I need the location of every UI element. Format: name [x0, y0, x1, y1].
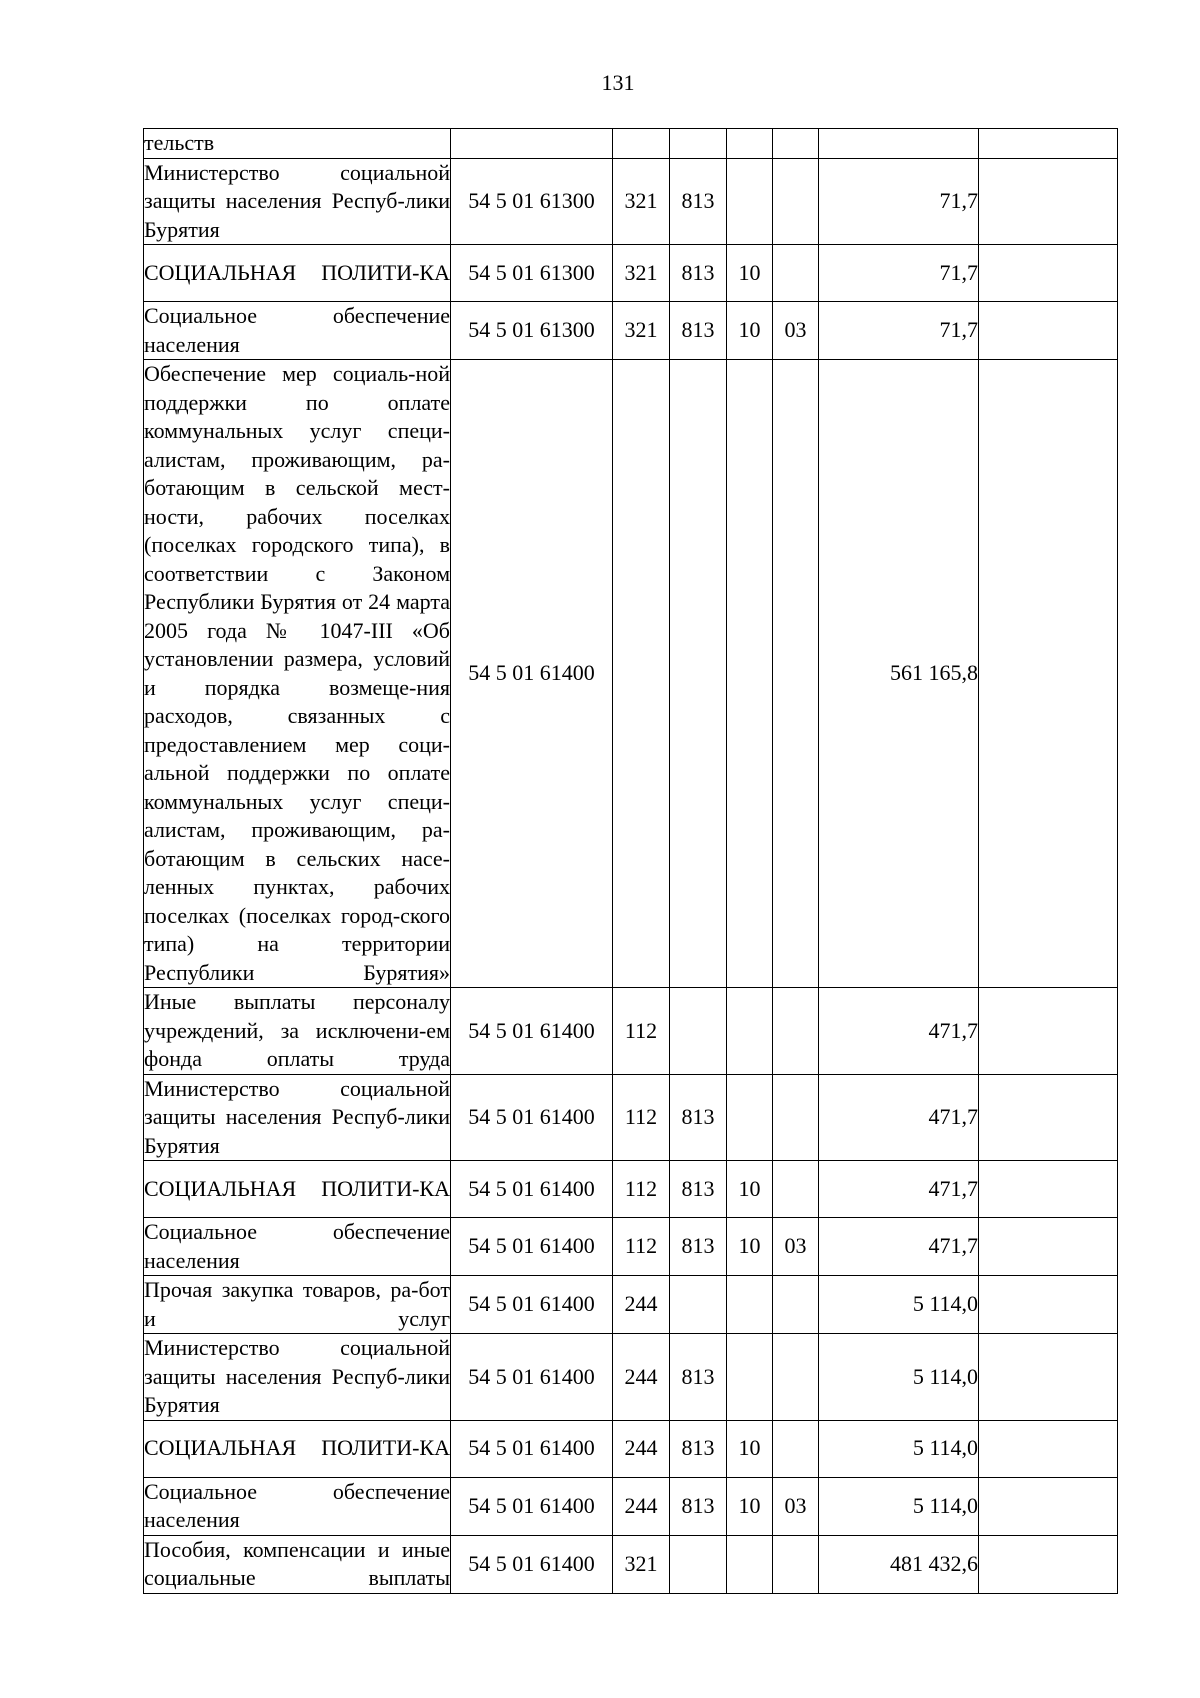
row-administrator-code: 813	[670, 158, 727, 245]
row-subsection	[773, 1074, 819, 1161]
row-administrator-code: 813	[670, 1074, 727, 1161]
row-description: СОЦИАЛЬНАЯ ПОЛИТИ-КА	[144, 1161, 451, 1218]
row-description: Социальное обеспечение населения	[144, 1218, 451, 1276]
budget-table	[143, 128, 1118, 1594]
table-row	[144, 1161, 1118, 1218]
row-expense-type: 321	[613, 158, 670, 245]
row-amount	[819, 129, 979, 159]
row-target-code: 54 5 01 61300	[451, 158, 613, 245]
row-expense-type: 321	[613, 302, 670, 360]
row-amount: 5 114,0	[819, 1477, 979, 1535]
row-description: Министерство социальной защиты населения Респуб-лики Бурятия	[144, 158, 451, 245]
row-amount: 5 114,0	[819, 1276, 979, 1334]
row-target-code: 54 5 01 61400	[451, 1161, 613, 1218]
row-subsection	[773, 158, 819, 245]
row-expense-type: 321	[613, 1535, 670, 1593]
row-subsection	[773, 360, 819, 988]
row-amount: 471,7	[819, 988, 979, 1075]
row-target-code: 54 5 01 61400	[451, 988, 613, 1075]
row-section	[727, 988, 773, 1075]
table-row	[144, 360, 1118, 988]
row-subsection: 03	[773, 302, 819, 360]
row-subsection	[773, 988, 819, 1075]
row-target-code: 54 5 01 61400	[451, 1477, 613, 1535]
table-row	[144, 988, 1118, 1075]
row-extra-cell	[979, 1276, 1118, 1334]
row-subsection: 03	[773, 1218, 819, 1276]
row-amount: 481 432,6	[819, 1535, 979, 1593]
row-section: 10	[727, 1218, 773, 1276]
row-extra-cell	[979, 245, 1118, 302]
row-subsection	[773, 129, 819, 159]
row-extra-cell	[979, 1420, 1118, 1477]
row-extra-cell	[979, 158, 1118, 245]
row-expense-type: 321	[613, 245, 670, 302]
table-row	[144, 302, 1118, 360]
row-extra-cell	[979, 1074, 1118, 1161]
row-subsection	[773, 1276, 819, 1334]
row-expense-type: 244	[613, 1276, 670, 1334]
row-administrator-code: 813	[670, 302, 727, 360]
row-subsection	[773, 1535, 819, 1593]
row-extra-cell	[979, 1535, 1118, 1593]
row-amount: 5 114,0	[819, 1334, 979, 1421]
row-extra-cell	[979, 129, 1118, 159]
row-amount: 5 114,0	[819, 1420, 979, 1477]
row-section	[727, 1276, 773, 1334]
row-amount: 71,7	[819, 158, 979, 245]
row-section: 10	[727, 302, 773, 360]
table-row	[144, 1074, 1118, 1161]
row-administrator-code: 813	[670, 1161, 727, 1218]
row-section: 10	[727, 1161, 773, 1218]
row-subsection	[773, 1334, 819, 1421]
row-administrator-code: 813	[670, 1420, 727, 1477]
row-section	[727, 129, 773, 159]
row-target-code	[451, 129, 613, 159]
row-target-code: 54 5 01 61400	[451, 1334, 613, 1421]
row-extra-cell	[979, 988, 1118, 1075]
table-row	[144, 158, 1118, 245]
row-target-code: 54 5 01 61400	[451, 1276, 613, 1334]
row-extra-cell	[979, 360, 1118, 988]
row-administrator-code	[670, 988, 727, 1075]
row-section: 10	[727, 1477, 773, 1535]
row-section: 10	[727, 245, 773, 302]
page-number: 131	[601, 70, 635, 95]
row-section	[727, 1535, 773, 1593]
table-row	[144, 245, 1118, 302]
table-row	[144, 1420, 1118, 1477]
row-amount: 471,7	[819, 1074, 979, 1161]
row-description: Министерство социальной защиты населения Респуб-лики Бурятия	[144, 1334, 451, 1421]
row-amount: 71,7	[819, 302, 979, 360]
row-expense-type: 112	[613, 1074, 670, 1161]
row-subsection: 03	[773, 1477, 819, 1535]
row-expense-type: 112	[613, 988, 670, 1075]
row-administrator-code: 813	[670, 1334, 727, 1421]
row-description: тельств	[144, 129, 451, 159]
row-extra-cell	[979, 302, 1118, 360]
row-section	[727, 360, 773, 988]
row-extra-cell	[979, 1161, 1118, 1218]
row-amount: 471,7	[819, 1161, 979, 1218]
table-row	[144, 129, 1118, 159]
row-extra-cell	[979, 1334, 1118, 1421]
row-administrator-code: 813	[670, 245, 727, 302]
table-body	[144, 129, 1118, 1594]
row-expense-type: 112	[613, 1218, 670, 1276]
row-expense-type: 244	[613, 1477, 670, 1535]
row-section	[727, 1334, 773, 1421]
row-administrator-code	[670, 1276, 727, 1334]
row-administrator-code	[670, 360, 727, 988]
row-administrator-code	[670, 1535, 727, 1593]
row-target-code: 54 5 01 61400	[451, 1074, 613, 1161]
row-target-code: 54 5 01 61400	[451, 1535, 613, 1593]
row-target-code: 54 5 01 61400	[451, 1420, 613, 1477]
row-administrator-code	[670, 129, 727, 159]
row-target-code: 54 5 01 61400	[451, 1218, 613, 1276]
table-row	[144, 1276, 1118, 1334]
row-description: СОЦИАЛЬНАЯ ПОЛИТИ-КА	[144, 245, 451, 302]
row-target-code: 54 5 01 61400	[451, 360, 613, 988]
row-section	[727, 158, 773, 245]
row-expense-type	[613, 129, 670, 159]
row-expense-type: 244	[613, 1420, 670, 1477]
row-description: СОЦИАЛЬНАЯ ПОЛИТИ-КА	[144, 1420, 451, 1477]
row-description: Обеспечение мер социаль-ной поддержки по оплате коммунальных услуг специ-алистам, проживающим, ра-ботающим в сельской мест-ности, рабочих поселках (поселках городского типа), в соответствии с Законом Республики Бурятия от 24 марта 2005 года № 1047-III «Об установлении размера, условий и порядка возмеще-ния расходов, связанных с предоставлением мер соци-альной поддержки по оплате коммунальных услуг специ-алистам, проживающим, ра-ботающим в сельских насе-ленных пунктах, рабочих поселках (поселках город-ского типа) на территории Республики Бурятия»	[144, 360, 451, 988]
table-row	[144, 1535, 1118, 1593]
row-extra-cell	[979, 1477, 1118, 1535]
row-expense-type	[613, 360, 670, 988]
row-section: 10	[727, 1420, 773, 1477]
row-amount: 561 165,8	[819, 360, 979, 988]
row-amount: 71,7	[819, 245, 979, 302]
row-administrator-code: 813	[670, 1218, 727, 1276]
row-description: Социальное обеспечение населения	[144, 302, 451, 360]
row-expense-type: 244	[613, 1334, 670, 1421]
row-extra-cell	[979, 1218, 1118, 1276]
row-subsection	[773, 1420, 819, 1477]
row-administrator-code: 813	[670, 1477, 727, 1535]
row-description: Иные выплаты персоналу учреждений, за исключени-ем фонда оплаты труда	[144, 988, 451, 1075]
row-expense-type: 112	[613, 1161, 670, 1218]
table-row	[144, 1218, 1118, 1276]
row-description: Пособия, компенсации и иные социальные выплаты	[144, 1535, 451, 1593]
row-subsection	[773, 245, 819, 302]
row-description: Прочая закупка товаров, ра-бот и услуг	[144, 1276, 451, 1334]
table-row	[144, 1477, 1118, 1535]
row-description: Министерство социальной защиты населения Респуб-лики Бурятия	[144, 1074, 451, 1161]
row-section	[727, 1074, 773, 1161]
row-description: Социальное обеспечение населения	[144, 1477, 451, 1535]
row-amount: 471,7	[819, 1218, 979, 1276]
row-target-code: 54 5 01 61300	[451, 245, 613, 302]
row-target-code: 54 5 01 61300	[451, 302, 613, 360]
row-subsection	[773, 1161, 819, 1218]
table-row	[144, 1334, 1118, 1421]
